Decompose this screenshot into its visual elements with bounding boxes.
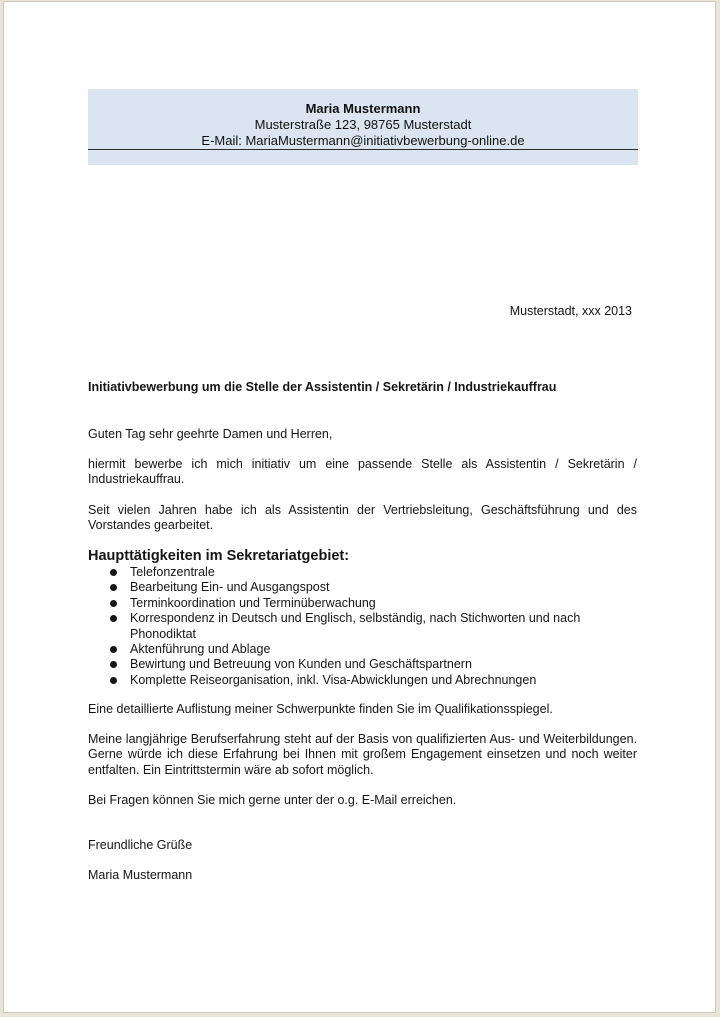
letter-page: [3, 1, 716, 1013]
list-item: [88, 580, 637, 595]
letterhead: [88, 89, 638, 165]
paragraph-qualifications: Eine detaillierte Auflistung meiner Schwerpunkte finden Sie im Qualifikationsspiegel.: [88, 702, 553, 716]
paragraph-motivation: Meine langjährige Berufserfahrung steht auf der Basis von qualifizierten Aus- und Weiterbildungen. Gerne würde ich diese Erfahrung bei Ihnen mit großem Engagement einsetzen und noch weiter entfalten. Ein Eintrittstermin wäre ab sofort möglich.: [88, 732, 637, 777]
bullet-icon: [110, 677, 117, 684]
sender-address: Musterstraße 123, 98765 Musterstadt: [254, 117, 472, 132]
task-text: Bearbeitung Ein- und Ausgangspost: [130, 580, 330, 595]
list-item: [88, 642, 637, 657]
tasks-section: [88, 548, 637, 688]
task-text: Komplette Reiseorganisation, inkl. Visa-Abwicklungen und Abrechnungen: [130, 672, 537, 687]
paragraph-intro: hiermit bewerbe ich mich initiativ um eine passende Stelle als Assistentin / Sekretärin / Industriekauffrau.: [88, 457, 637, 487]
salutation: Guten Tag sehr geehrte Damen und Herren,: [88, 427, 333, 441]
letterhead-divider: [88, 149, 638, 150]
bullet-icon: [110, 615, 117, 622]
list-item: [88, 596, 637, 611]
bullet-icon: [110, 646, 117, 653]
list-item: [88, 611, 637, 642]
paragraph-contact: Bei Fragen können Sie mich gerne unter der o.g. E-Mail erreichen.: [88, 793, 457, 807]
task-text: Telefonzentrale: [130, 565, 215, 579]
list-item: [88, 657, 637, 672]
letter-date: Musterstadt, xxx 2013: [509, 304, 632, 318]
bullet-icon: [110, 569, 117, 576]
tasks-list: [88, 565, 637, 688]
bullet-icon: [110, 661, 117, 668]
sender-name: Maria Mustermann: [305, 101, 421, 116]
paragraph-experience: Seit vielen Jahren habe ich als Assistentin der Vertriebsleitung, Geschäftsführung und des Vorstandes gearbeitet.: [88, 503, 637, 533]
letterhead-text: [88, 101, 638, 149]
closing-greeting: Freundliche Grüße: [88, 838, 193, 852]
task-text: Aktenführung und Ablage: [130, 642, 271, 657]
task-text: Korrespondenz in Deutsch und Englisch, selbständig, nach Stichworten und nach Phonodiktat: [130, 611, 581, 641]
task-text: Terminkoordination und Terminüberwachung: [130, 595, 376, 610]
list-item: [88, 673, 637, 688]
list-item: [88, 565, 637, 580]
bullet-icon: [110, 600, 117, 607]
sender-email: E-Mail: MariaMustermann@initiativbewerbung-online.de: [201, 133, 525, 148]
signature-name: Maria Mustermann: [88, 868, 193, 882]
task-text: Bewirtung und Betreuung von Kunden und Geschäftspartnern: [130, 657, 472, 672]
bullet-icon: [110, 584, 117, 591]
tasks-heading: Haupttätigkeiten im Sekretariatgebiet:: [88, 548, 350, 564]
subject-line: Initiativbewerbung um die Stelle der Assistentin / Sekretärin / Industriekauffrau: [88, 380, 557, 394]
